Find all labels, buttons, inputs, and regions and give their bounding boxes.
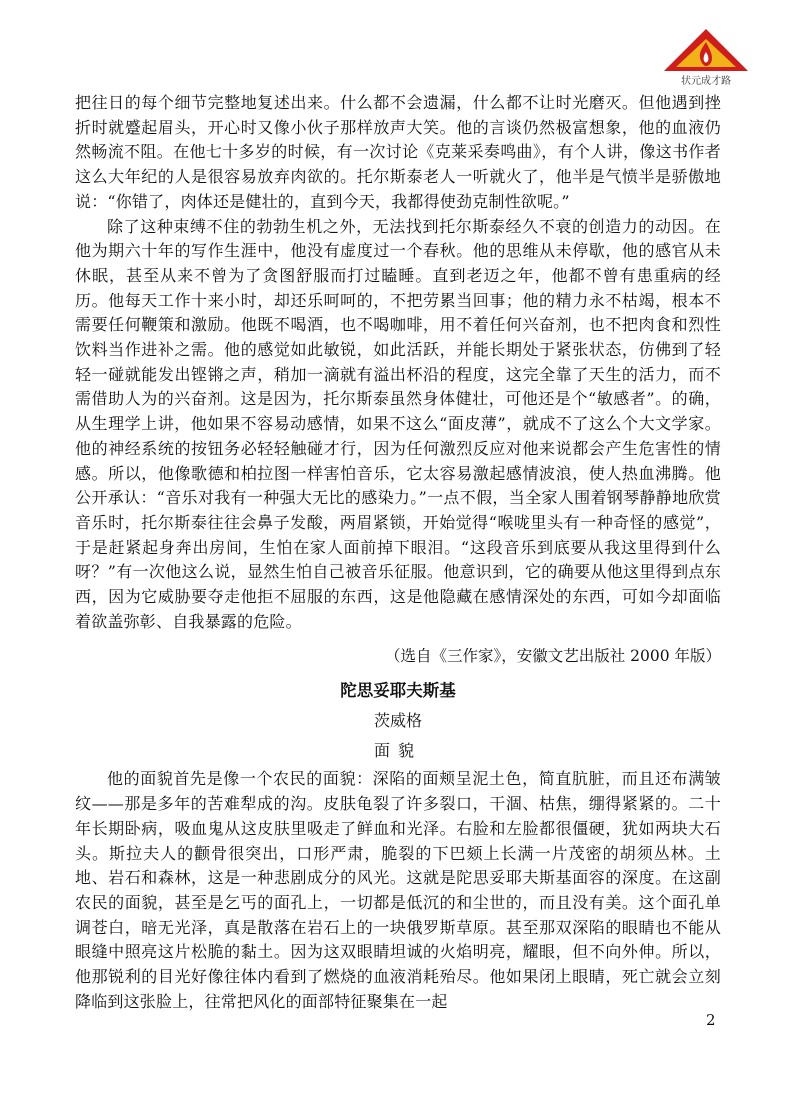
paragraph-2: 除了这种束缚不住的勃勃生机之外，无法找到托尔斯泰经久不衰的创造力的动因。在他为期六十年的写作生涯中，他没有虚度过一个春秋。他的思维从未停歇，他的感官从未休眠，甚至从来不曾为了贪图舒服而打过瞌睡。直到老迈之年，他都不曾有患重病的经历。他每天工作十来小时，却还乐呵呵的，不把劳累当回事；他的精力永不枯竭，根本不需要任何鞭策和激励。他既不喝酒，也不喝咖啡，用不着任何兴奋剂，也不把肉食和烈性饮料当作进补之需。他的感觉如此敏锐，如此活跃，并能长期处于紧张状态，仿佛到了轻轻一碰就能发出铿锵之声，稍加一滴就有溢出杯沿的程度，这完全靠了天生的活力，而不需借助人为的兴奋剂。这是因为，托尔斯泰虽然身体健壮，可他还是个“敏感者”。的确，从生理学上讲，他如果不容易动感情，如果不这么“面皮薄”，就成不了这么个大文学家。他的神经系统的按钮务必轻轻触碰才行，因为任何激烈反应对他来说都会产生危害性的情感。所以，他像歌德和柏拉图一样害怕音乐，它太容易激起感情波浪，使人热血沸腾。他公开承认：“音乐对我有一种强大无比的感染力。”一点不假，当全家人围着钢琴静静地欣赏音乐时，托尔斯泰往往会鼻子发酸，两眉紧锁，开始觉得“喉咙里头有一种奇怪的感觉”，于是赶紧起身奔出房间，生怕在家人面前掉下眼泪。“这段音乐到底要从我这里得到什么呀？”有一次他这么说，显然生怕自己被音乐征服。他意识到，它的确要从他这里得到点东西，因为它威胁要夺走他拒不屈服的东西，这是他隐藏在感情深处的东西，可如今却面临着欲盖弥彰、自我暴露的危险。 <box>75 216 721 631</box>
section-paragraph-1: 他的面貌首先是像一个农民的面貌：深陷的面颊呈泥土色，简直肮脏，而且还布满皱纹——那是多年的苦难犁成的沟。皮肤龟裂了许多裂口，干涸、枯焦，绷得紧紧的。二十年长期卧病，吸血鬼从这皮肤里吸走了鲜血和光泽。右脸和左脸都很僵硬，犹如两块大石头。斯拉夫人的颧骨很突出，口形严肃，脆裂的下巴颏上长满一片茂密的胡须丛林。土地、岩石和森林，这是一种悲剧成分的风光。这就是陀思妥耶夫斯基面容的深度。在这副农民的面貌，甚至是乞丐的面孔上，一切都是低沉的和尘世的，而且没有美。这个面孔单调苍白，暗无光泽，真是散落在岩石上的一块俄罗斯草原。甚至那双深陷的眼睛也不能从眼缝中照亮这片松脆的黏土。因为这双眼睛坦诚的火焰明亮，耀眼，但不向外伸。所以，他那锐利的目光好像往体内看到了燃烧的血液消耗殆尽。他如果闭上眼睛，死亡就会立刻降临到这张脸上，往常把风化的面部特征聚集在一起 <box>75 769 721 1011</box>
source-citation: （选自《三作家》，安徽文艺出版社 2000 年版） <box>384 647 721 666</box>
publisher-logo <box>662 28 750 72</box>
section-title: 面貌 <box>373 741 422 761</box>
flame-triangle-logo-icon <box>662 28 750 72</box>
document-body <box>75 91 721 1015</box>
logo-text: 状元成才路 <box>681 76 731 87</box>
article-title: 陀思妥耶夫斯基 <box>340 681 456 701</box>
page-number: 2 <box>706 1011 716 1029</box>
paragraph-1: 把往日的每个细节完整地复述出来。什么都不会遗漏，什么都不让时光磨灭。但他遇到挫折时就蹙起眉头，开心时又像小伙子那样放声大笑。他的言谈仍然极富想象，他的血液仍然畅流不阻。在他七十多岁的时候，有一次讨论《克莱采奏鸣曲》，有个人讲，像这书作者这么大年纪的人是很容易放弃肉欲的。托尔斯泰老人一听就火了，他半是气愤半是骄傲地说：“你错了，肉体还是健壮的，直到今天，我都得使劲克制性欲呢。” <box>75 93 721 211</box>
article-author: 茨威格 <box>373 711 422 731</box>
